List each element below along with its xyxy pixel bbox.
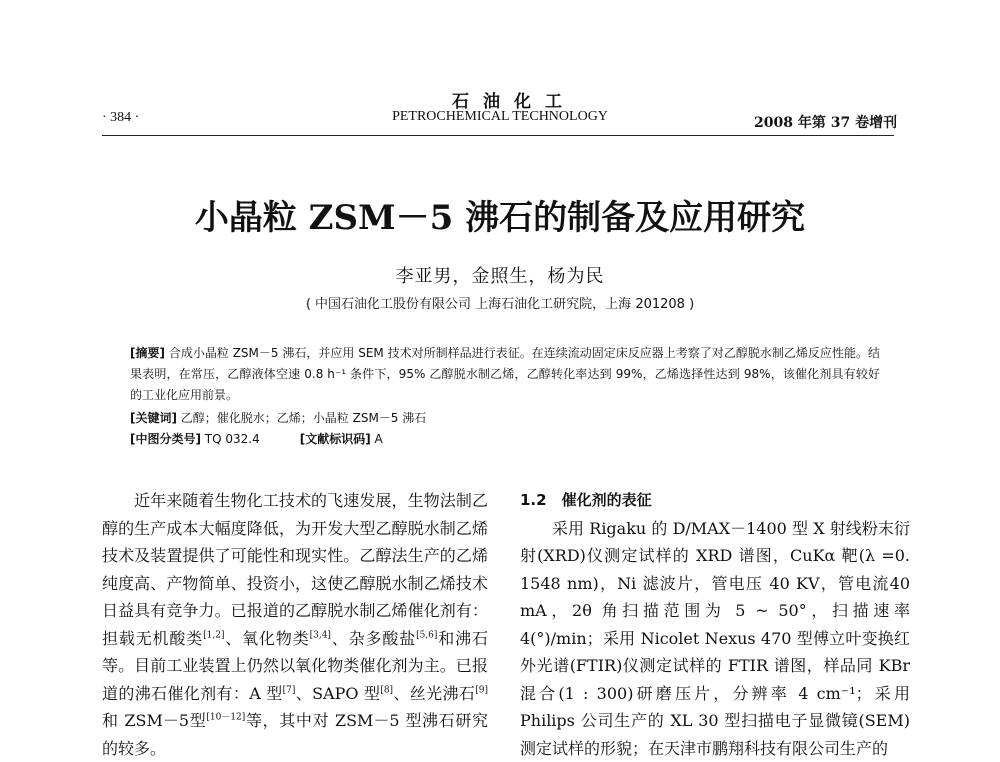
keywords	[130, 408, 880, 429]
text-line: 采用 Nicolet Nexus 470 型傅立叶变换红外光谱	[520, 629, 910, 676]
doc-code-value: A	[371, 432, 383, 446]
journal-title-english: PETROCHEMICAL TECHNOLOGY	[0, 109, 1000, 125]
article-authors: 李亚男，金照生，杨为民	[0, 262, 1000, 288]
keywords-text: 乙醇；催化脱水；乙烯；小晶粒 ZSM－5 沸石	[177, 411, 426, 425]
text-line: 等，其中对 ZSM－5 型沸石研究的较多。	[102, 711, 488, 758]
body-right-column	[520, 487, 910, 762]
text-line: (1 : 300)研磨压片，分辨率 4 cm⁻¹；采用 Philips 公	[520, 684, 910, 731]
text-line: 、氧化物	[224, 629, 292, 648]
text-line: 和沸石等。目前工业装置上仍	[102, 629, 488, 676]
text-line: 水制乙烯技术及装置提供了可能性和现实性。乙	[102, 519, 488, 566]
citation: [5,6]	[416, 630, 437, 640]
text-line: 、丝光沸石	[393, 684, 475, 703]
paragraph	[102, 487, 488, 762]
text-line: 制乙醇的生产成本大幅度降低，为开发大型乙醇脱	[102, 491, 488, 538]
header-rule	[102, 135, 894, 136]
text-line: 然以氧化物类催化剂为主。已报道的沸石催化剂	[102, 656, 488, 703]
classification-line	[130, 429, 880, 450]
text-line: 类	[293, 629, 310, 648]
citation: [10－12]	[206, 713, 245, 723]
text-line: 醇法生产的乙烯纯度高、产物简单、投资小，这使乙	[102, 546, 488, 593]
page-number: · 384 ·	[102, 110, 139, 126]
abstract-text: 合成小晶粒 ZSM－5 沸石，并应用 SEM 技术对所制样品进行表征。在连续流动固定床反应器上考察了对乙醇脱水制乙烯反应性能。结果表明，在常压，乙醇液体空速 0.8 h⁻¹ 条件下，95% 乙醇脱水制乙烯，乙醇转化率达到 99%，乙烯选择性达到 98%，该催化剂具有较好的工业化应用前景。	[130, 346, 880, 402]
citation: [7]	[283, 685, 296, 695]
body-left-column	[102, 487, 488, 762]
text-line: 醇脱水制乙烯催化剂有：担载无机酸类	[102, 601, 488, 648]
text-line: 近年来随着生物化工技术的飞速发展，生物法	[134, 491, 456, 510]
article-title: 小晶粒 ZSM－5 沸石的制备及应用研究	[0, 190, 1000, 239]
class-value: TQ 032.4	[201, 432, 260, 446]
citation: [8]	[380, 685, 393, 695]
citation: [1,2]	[203, 630, 224, 640]
text-line: 0. 1548 nm)，Ni 滤波片，管电压 40 KV，管电流	[520, 546, 910, 593]
text-line: (FTIR)仪测定试样的 FTIR 谱图，样品同 KBr 混合	[520, 656, 910, 703]
class-label: [中图分类号]	[130, 432, 201, 446]
doc-code-label: [文献标识码]	[300, 432, 371, 446]
citation: [9]	[475, 685, 488, 695]
text-line: 司生产的 XL 30 型扫描电子显微镜(SEM)测定试	[520, 711, 910, 758]
issue-info: 2008 年第 37 卷增刊	[754, 112, 897, 132]
article-affiliation: ( 中国石油化工股份有限公司 上海石油化工研究院，上海 201208 )	[0, 293, 1000, 312]
citation: [3,4]	[310, 630, 331, 640]
abstract	[130, 343, 880, 406]
text-line: 采用 Rigaku 的 D/MAX－1400 型 X 射线粉末	[552, 519, 894, 538]
abstract-label: [摘要]	[130, 346, 165, 360]
text-line: 衍射(XRD)仪测定试样的 XRD 谱图，CuKα 靶(λ =	[520, 519, 910, 566]
text-line: 样的形貌；在天津市鹏翔科技有限公司生产的	[568, 739, 888, 758]
section-heading: 1.2 催化剂的表征	[520, 487, 910, 515]
text-line: 、杂多酸盐	[331, 629, 416, 648]
text-line: 40 mA，2θ 角扫描范围为 5 ~ 50°，扫描速率 4(°)/min；	[520, 574, 910, 648]
text-line: 有：A 型	[217, 684, 283, 703]
paragraph	[520, 515, 910, 762]
text-line: 型	[189, 711, 206, 730]
text-line: 、SAPO 型	[295, 684, 380, 703]
text-line: 醇脱水制乙烯技术日益具有竞争力。已报道的乙	[102, 574, 488, 621]
journal-title-chinese: 石油化工	[0, 87, 1000, 112]
keywords-label: [关键词]	[130, 411, 177, 425]
text-line: 和 ZSM－5	[102, 711, 189, 730]
